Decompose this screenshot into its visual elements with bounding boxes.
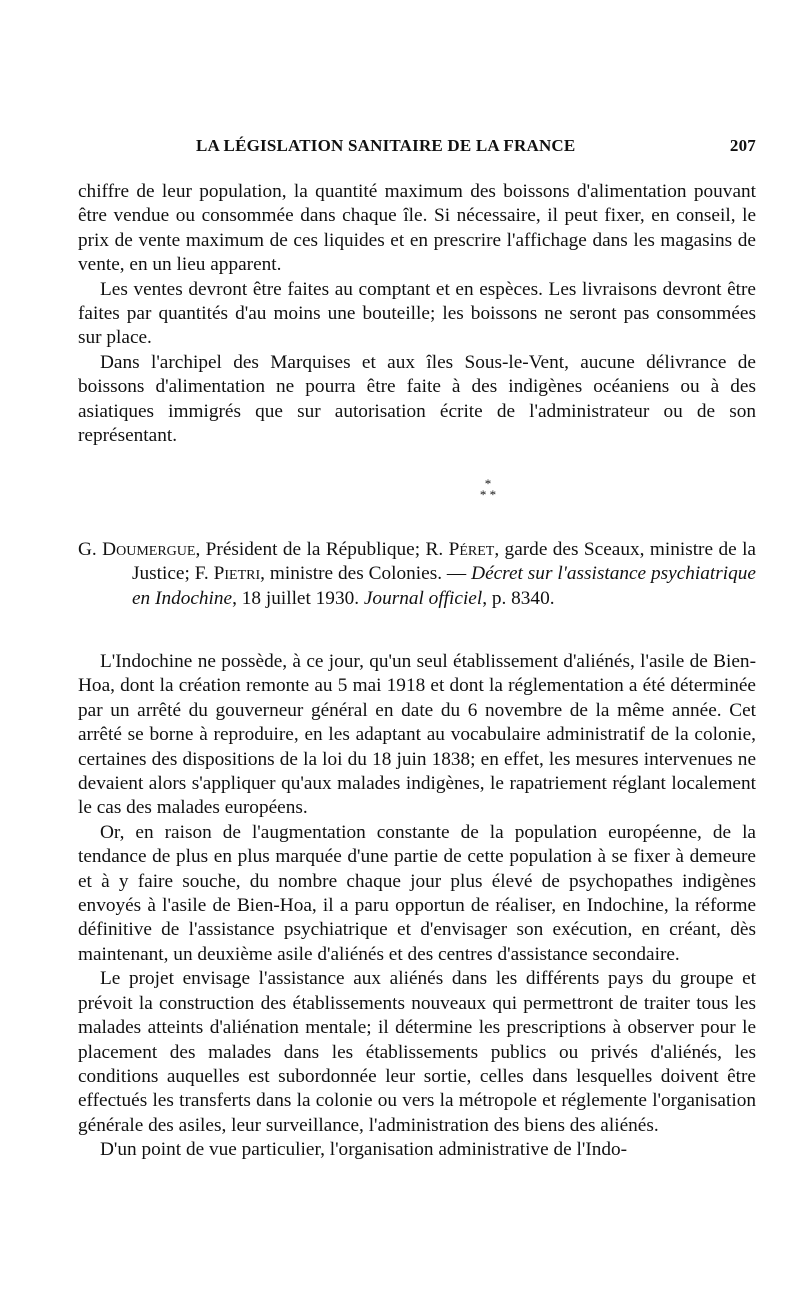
author-role: , garde des Sceaux, ministre de la Justice; F. — [132, 539, 756, 585]
decree-title: Décret sur l'assistance psychiatrique en Indochine — [132, 563, 756, 609]
separator-stars-bottom: * * — [479, 487, 497, 502]
author-role: , Président de la République; R. — [195, 539, 449, 560]
separator-star-top: * — [484, 476, 492, 491]
running-header — [78, 134, 756, 158]
paragraph: Les ventes devront être faites au comptant et en espèces. Les livraisons devront être faites par quantités d'au moins une bouteille; les boissons ne seront pas consommées sur place. — [78, 278, 756, 349]
journal-title: Journal officiel — [363, 587, 483, 609]
paragraph: D'un point de vue particulier, l'organisation administrative de l'Indo- — [100, 1139, 628, 1161]
paragraph: Le projet envisage l'assistance aux aliénés dans les différents pays du groupe et prévoit la construction des établissements nouveaux qui permettront de traiter tous les malades atteints d'aliénation mentale; il détermine les prescriptions à observer pour le placement des malades dans les établissements publics ou privés d'aliénés, les conditions auquelles est subordonnée leur sortie, celles dans lesquelles doivent être effectués les transferts dans la colonie ou vers la métropole et réglemente l'organisation générale des asiles, leur surveillance, l'administration des biens des aliénés. — [78, 968, 756, 1136]
running-title: LA LÉGISLATION SANITAIRE DE LA FRANCE — [196, 136, 576, 155]
author-role: , ministre des Colonies. — — [260, 563, 472, 585]
paragraph: chiffre de leur population, la quantité maximum des boissons d'alimentation pouvant être vendue ou consommée dans chaque île. Si nécessaire, il peut fixer, en conseil, le prix de vente maximum de ces liquides et en prescrire l'affichage dans les magasins de vente, en un lieu apparent. — [78, 181, 756, 276]
document-page — [78, 0, 756, 1304]
author-name: Pietri — [213, 563, 261, 585]
paragraph: Or, en raison de l'augmentation constante de la population européenne, de la tendance de plus en plus marquée d'une partie de cette population à se fixer à demeure et à y faire souche, du nombre chaque jour plus élevé de psychopathes indigènes envoyés à l'asile de Bien-Hoa, il a paru opportun de réaliser, en Indochine, la réforme définitive de l'assistance psychiatrique et d'envisager son exécution, en créant, dès maintenant, un deuxième asile d'aliénés et des centres d'assistance secondaire. — [78, 821, 756, 965]
author-initial: G. — [78, 539, 103, 560]
paragraph: Dans l'archipel des Marquises et aux îles Sous-le-Vent, aucune délivrance de boissons d'alimentation ne pourra être faite à des indigènes océaniens ou à des asiatiques immigrés que sur autorisation écrite de l'administrateur ou de son représentant. — [78, 351, 756, 447]
decree-citation — [78, 538, 756, 611]
top-text-block — [78, 180, 756, 448]
page-number: 207 — [729, 136, 756, 155]
paragraph: L'Indochine ne possède, à ce jour, qu'un seul établissement d'aliénés, l'asile de Bien-Hoa, dont la création remonte au 5 mai 1918 et dont la réglementation a été déterminée par un arrêté du gouverneur général en date du 6 novembre de la même année. Cet arrêté se borne à reproduire, en les adaptant au vocabulaire administratif de la colonie, certaines des dispositions de la loi du 18 juin 1838; en effet, les mesures intervenues ne devaient alors s'appliquer qu'aux malades indigènes, le rapatriement réglant localement le cas des malades européens. — [78, 651, 756, 819]
author-name: Péret — [448, 539, 495, 560]
decree-date: , 18 juillet 1930. — [232, 587, 364, 609]
page-reference: , p. 8340. — [482, 587, 555, 609]
author-name: Doumergue — [102, 539, 196, 560]
section-separator — [468, 478, 508, 500]
citation-paragraph — [78, 538, 756, 611]
body-text-block — [78, 650, 756, 1163]
